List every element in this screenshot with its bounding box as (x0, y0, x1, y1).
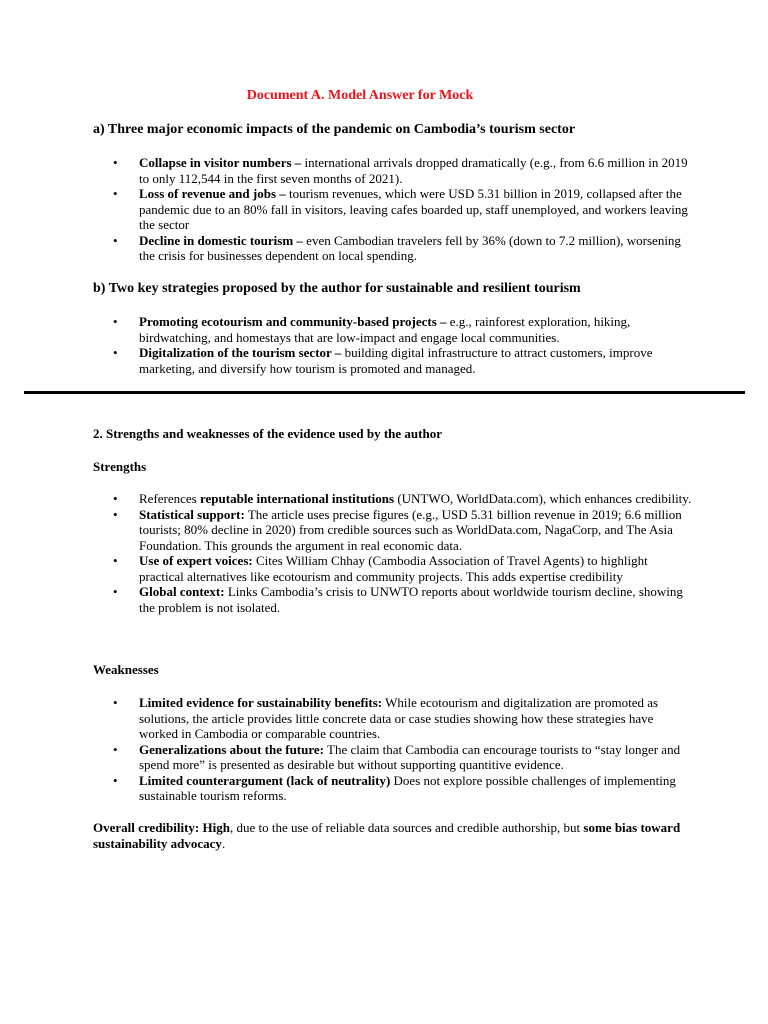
section-b-heading: b) Two key strategies proposed by the author for sustainable and resilient tourism (93, 281, 581, 296)
list-item (93, 491, 693, 507)
horizontal-divider (24, 391, 745, 394)
item-bold: Generalizations about the future: (139, 741, 324, 757)
list-item (93, 553, 693, 584)
item-text: The article uses precise figures (e.g., USD 5.31 billion revenue in 2019; 6.6 million tourists; 80% decline in 2020) from credible sources such as WorldData.com, NagaCorp, and The Asia Foundation. This grounds the argument in real economic data. (139, 506, 682, 553)
list-item (93, 584, 693, 615)
item-bold: Global context: (139, 584, 225, 599)
item-bold: Statistical support: (139, 506, 245, 522)
overall-end: . (221, 835, 226, 851)
list-item (93, 695, 693, 742)
section-a-heading: a) Three major economic impacts of the pandemic on Cambodia’s tourism sector (93, 122, 576, 137)
item-text: Cites William Chhay (Cambodia Association of Travel Agents) to highlight practical alternatives like ecotourism and community projects. This adds expertise credibility (139, 553, 648, 584)
item-text: Links Cambodia’s crisis to UNWTO reports about worldwide tourism decline, showing the problem is not isolated. (139, 584, 683, 615)
list-item (93, 345, 693, 376)
overall-credibility (93, 820, 693, 851)
overall-text: , due to the use of reliable data sources and credible authorship, but (229, 820, 584, 835)
item-text: building digital infrastructure to attract customers, improve marketing, and diversify how tourism is promoted and managed. (139, 345, 653, 376)
item-text: The claim that Cambodia can encourage tourists to “stay longer and spend more” is presented as desirable but without supporting quantitive evidence. (139, 741, 681, 772)
item-bold: Decline in domestic tourism – (139, 232, 303, 248)
item-pre: References (139, 491, 200, 506)
section-a-list (93, 155, 693, 264)
item-bold: Limited counterargument (lack of neutrality) (139, 772, 391, 788)
strengths-label: Strengths (93, 459, 147, 474)
section-b-list (93, 314, 693, 376)
list-item (93, 233, 693, 264)
item-bold: Promoting ecotourism and community-based projects – (139, 314, 447, 329)
item-bold: Digitalization of the tourism sector – (139, 345, 342, 360)
item-bold: Limited evidence for sustainability benefits: (139, 695, 383, 710)
item-bold: Loss of revenue and jobs – (139, 186, 286, 201)
list-item (93, 507, 693, 554)
overall-bold: some bias toward sustainability advocacy (93, 820, 681, 851)
list-item (93, 742, 693, 773)
list-item (93, 186, 693, 233)
item-text: (UNTWO, WorldData.com), which enhances credibility. (394, 491, 692, 506)
overall-label: Overall credibility: High (93, 820, 230, 835)
item-text: international arrivals dropped dramatically (e.g., from 6.6 million in 2019 to only 112,544 in the first seven months of 2021). (139, 155, 688, 186)
item-text: e.g., rainforest exploration, hiking, birdwatching, and homestays that are low-impact and engage local communities. (139, 314, 631, 345)
document-title: Document A. Model Answer for Mock (246, 88, 474, 103)
item-text: tourism revenues, which were USD 5.31 billion in 2019, collapsed after the pandemic due to an 80% fall in visitors, leaving cafes boarded up, staff unemployed, and workers leaving the sector (139, 186, 688, 232)
list-item (93, 314, 693, 345)
list-item (93, 155, 693, 186)
item-text: Does not explore possible challenges of implementing sustainable tourism reforms. (139, 772, 696, 803)
weaknesses-list (93, 695, 696, 804)
weaknesses-label: Weaknesses (93, 662, 159, 677)
section-2-heading: 2. Strengths and weaknesses of the evidence used by the author (93, 426, 442, 441)
list-item (93, 772, 696, 804)
item-text: While ecotourism and digitalization are promoted as solutions, the article provides little concrete data or case studies showing how these strategies have worked in Cambodia or comparable countries. (139, 695, 659, 741)
strengths-list (93, 491, 693, 615)
item-text: even Cambodian travelers fell by 36% (down to 7.2 million), worsening the crisis for businesses dependent on local spending. (139, 232, 681, 263)
item-bold: Use of expert voices: (139, 553, 253, 568)
item-bold: reputable international institutions (200, 491, 395, 506)
item-bold: Collapse in visitor numbers – (139, 155, 302, 170)
